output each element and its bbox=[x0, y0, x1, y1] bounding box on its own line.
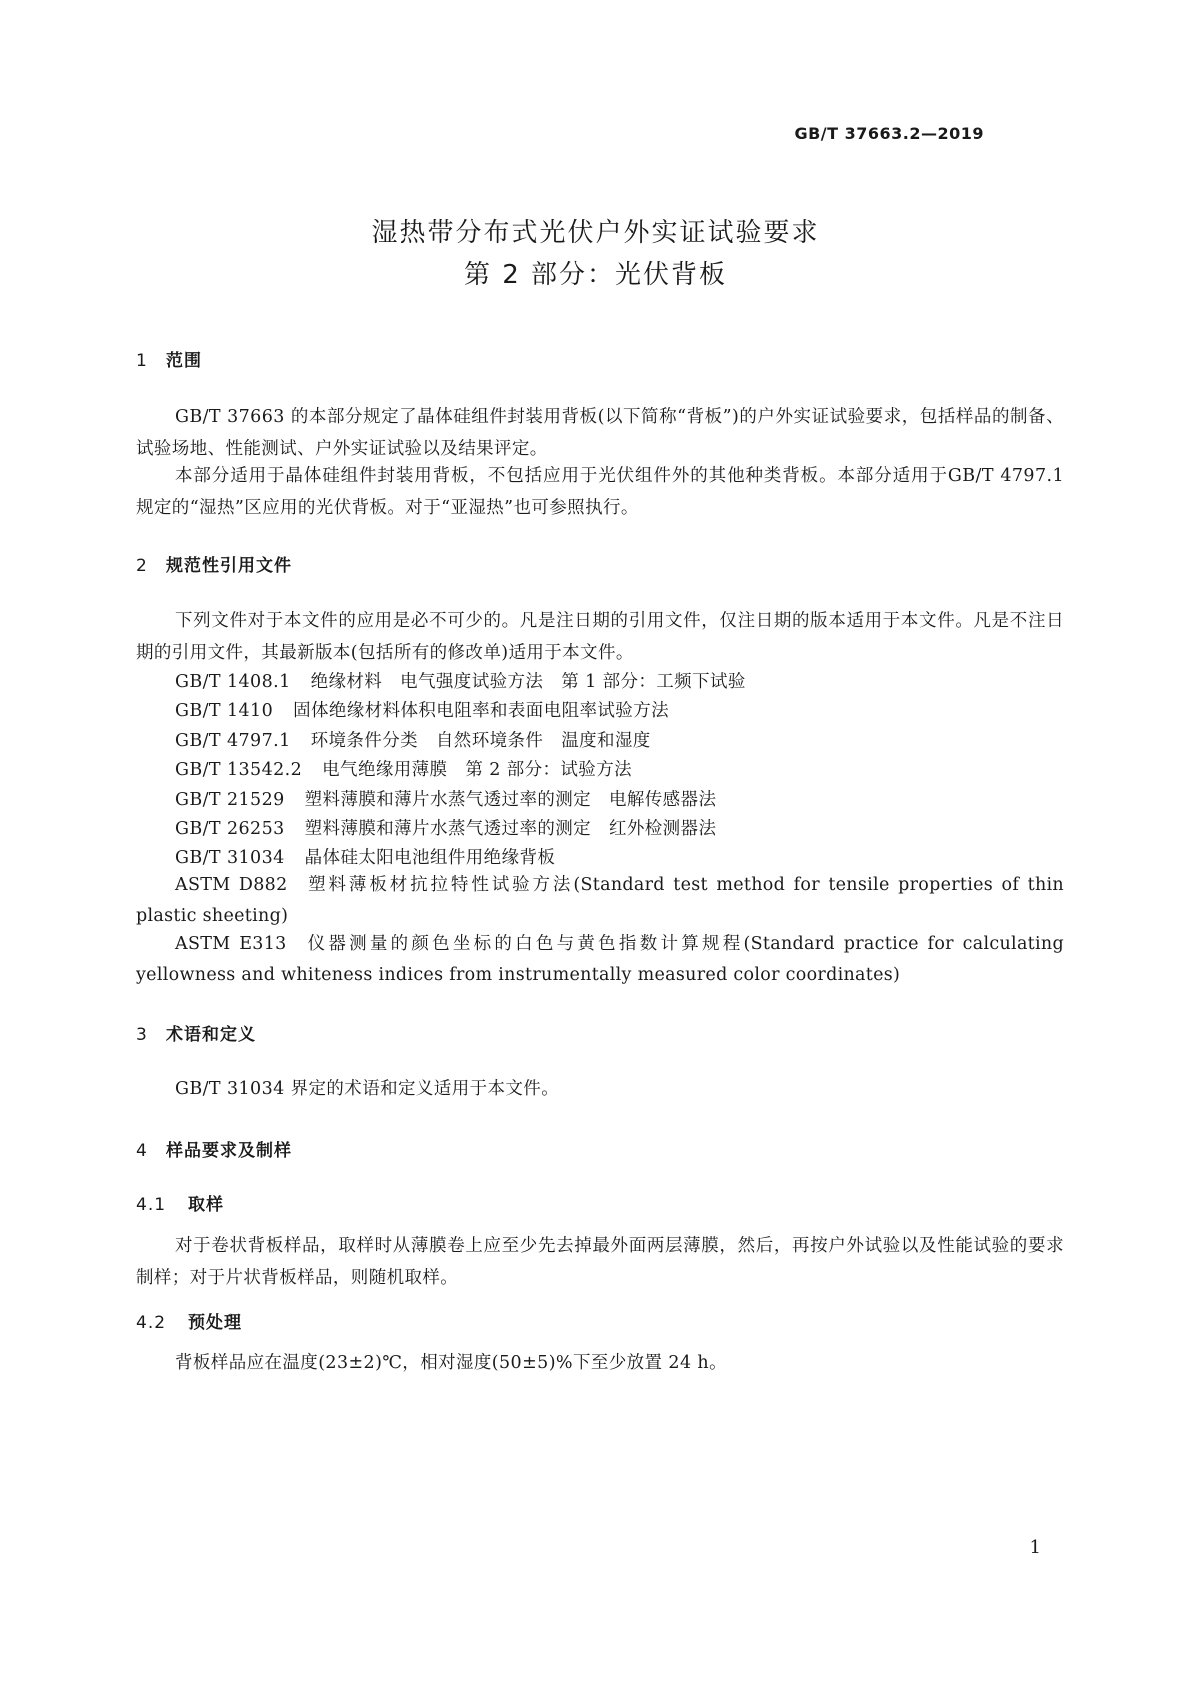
reference-code: GB/T 26253 bbox=[175, 819, 285, 839]
reference-item bbox=[175, 727, 651, 752]
section-3-heading bbox=[136, 1020, 256, 1045]
section-1-heading bbox=[136, 346, 202, 371]
reference-title: 塑料薄膜和薄片水蒸气透过率的测定 红外检测器法 bbox=[304, 819, 717, 839]
section-4-heading bbox=[136, 1136, 292, 1161]
section-number: 1 bbox=[136, 351, 148, 371]
reference-title: 环境条件分类 自然环境条件 温度和湿度 bbox=[310, 731, 651, 751]
section-4-1-paragraph-1: 对于卷状背板样品，取样时从薄膜卷上应至少先去掉最外面两层薄膜，然后，再按户外试验以及性能试验的要求制样；对于片状背板样品，则随机取样。 bbox=[136, 1236, 1064, 1288]
reference-code: GB/T 4797.1 bbox=[175, 731, 291, 751]
reference-code: GB/T 1408.1 bbox=[175, 672, 291, 692]
reference-title: 固体绝缘材料体积电阻率和表面电阻率试验方法 bbox=[293, 701, 670, 721]
section-2-intro: 下列文件对于本文件的应用是必不可少的。凡是注日期的引用文件，仅注日期的版本适用于本文件。凡是不注日期的引用文件，其最新版本(包括所有的修改单)适用于本文件。 bbox=[136, 611, 1064, 663]
reference-title: 塑料薄板材抗拉特性试验方法(Standard test method for tensile properties of thin plastic sheeting) bbox=[136, 875, 1064, 926]
document-title-line1: 湿热带分布式光伏户外实证试验要求 bbox=[371, 218, 820, 248]
reference-item bbox=[136, 929, 1064, 991]
reference-code: ASTM D882 bbox=[175, 875, 288, 895]
section-number: 2 bbox=[136, 556, 148, 576]
section-4-1-heading bbox=[136, 1190, 224, 1215]
reference-item bbox=[175, 697, 669, 722]
reference-code: GB/T 21529 bbox=[175, 790, 285, 810]
section-number: 4.2 bbox=[136, 1313, 167, 1333]
reference-code: ASTM E313 bbox=[175, 934, 287, 954]
reference-title: 绝缘材料 电气强度试验方法 第 1 部分：工频下试验 bbox=[310, 672, 746, 692]
section-number: 4 bbox=[136, 1141, 148, 1161]
section-number: 3 bbox=[136, 1025, 148, 1045]
reference-item bbox=[136, 870, 1064, 932]
reference-code: GB/T 31034 bbox=[175, 848, 285, 868]
document-title-line2: 第 2 部分：光伏背板 bbox=[463, 260, 728, 290]
reference-title: 仪器测量的颜色坐标的白色与黄色指数计算规程(Standard practice for calculating yellowness and whiteness indices from instrumentally measured color coordinates) bbox=[136, 934, 1064, 985]
section-4-2-paragraph-1: 背板样品应在温度(23±2)℃，相对湿度(50±5)%下至少放置 24 h。 bbox=[175, 1353, 728, 1373]
section-number: 4.1 bbox=[136, 1195, 167, 1215]
reference-title: 塑料薄膜和薄片水蒸气透过率的测定 电解传感器法 bbox=[304, 790, 717, 810]
reference-item bbox=[175, 786, 716, 811]
section-1-paragraph-2: 本部分适用于晶体硅组件封装用背板，不包括应用于光伏组件外的其他种类背板。本部分适用于GB/T 4797.1 规定的“湿热”区应用的光伏背板。对于“亚湿热”也可参照执行。 bbox=[136, 466, 1064, 518]
reference-item bbox=[175, 844, 555, 869]
reference-item bbox=[175, 668, 746, 693]
reference-code: GB/T 1410 bbox=[175, 701, 274, 721]
reference-title: 电气绝缘用薄膜 第 2 部分：试验方法 bbox=[322, 760, 632, 780]
section-title: 规范性引用文件 bbox=[166, 556, 292, 576]
section-title: 预处理 bbox=[188, 1313, 242, 1333]
section-title: 样品要求及制样 bbox=[166, 1141, 292, 1161]
section-3-paragraph-1: GB/T 31034 界定的术语和定义适用于本文件。 bbox=[175, 1079, 560, 1099]
reference-code: GB/T 13542.2 bbox=[175, 760, 303, 780]
page-number: 1 bbox=[1029, 1537, 1041, 1558]
section-4-2-heading bbox=[136, 1308, 242, 1333]
reference-item bbox=[175, 815, 716, 840]
section-2-heading bbox=[136, 551, 292, 576]
section-title: 术语和定义 bbox=[166, 1025, 256, 1045]
standard-number: GB/T 37663.2—2019 bbox=[794, 124, 984, 143]
reference-title: 晶体硅太阳电池组件用绝缘背板 bbox=[304, 848, 556, 868]
section-1-paragraph-1: GB/T 37663 的本部分规定了晶体硅组件封装用背板(以下简称“背板”)的户外实证试验要求，包括样品的制备、试验场地、性能测试、户外实证试验以及结果评定。 bbox=[136, 407, 1064, 459]
reference-item bbox=[175, 756, 632, 781]
section-title: 范围 bbox=[166, 351, 202, 371]
section-title: 取样 bbox=[188, 1195, 224, 1215]
